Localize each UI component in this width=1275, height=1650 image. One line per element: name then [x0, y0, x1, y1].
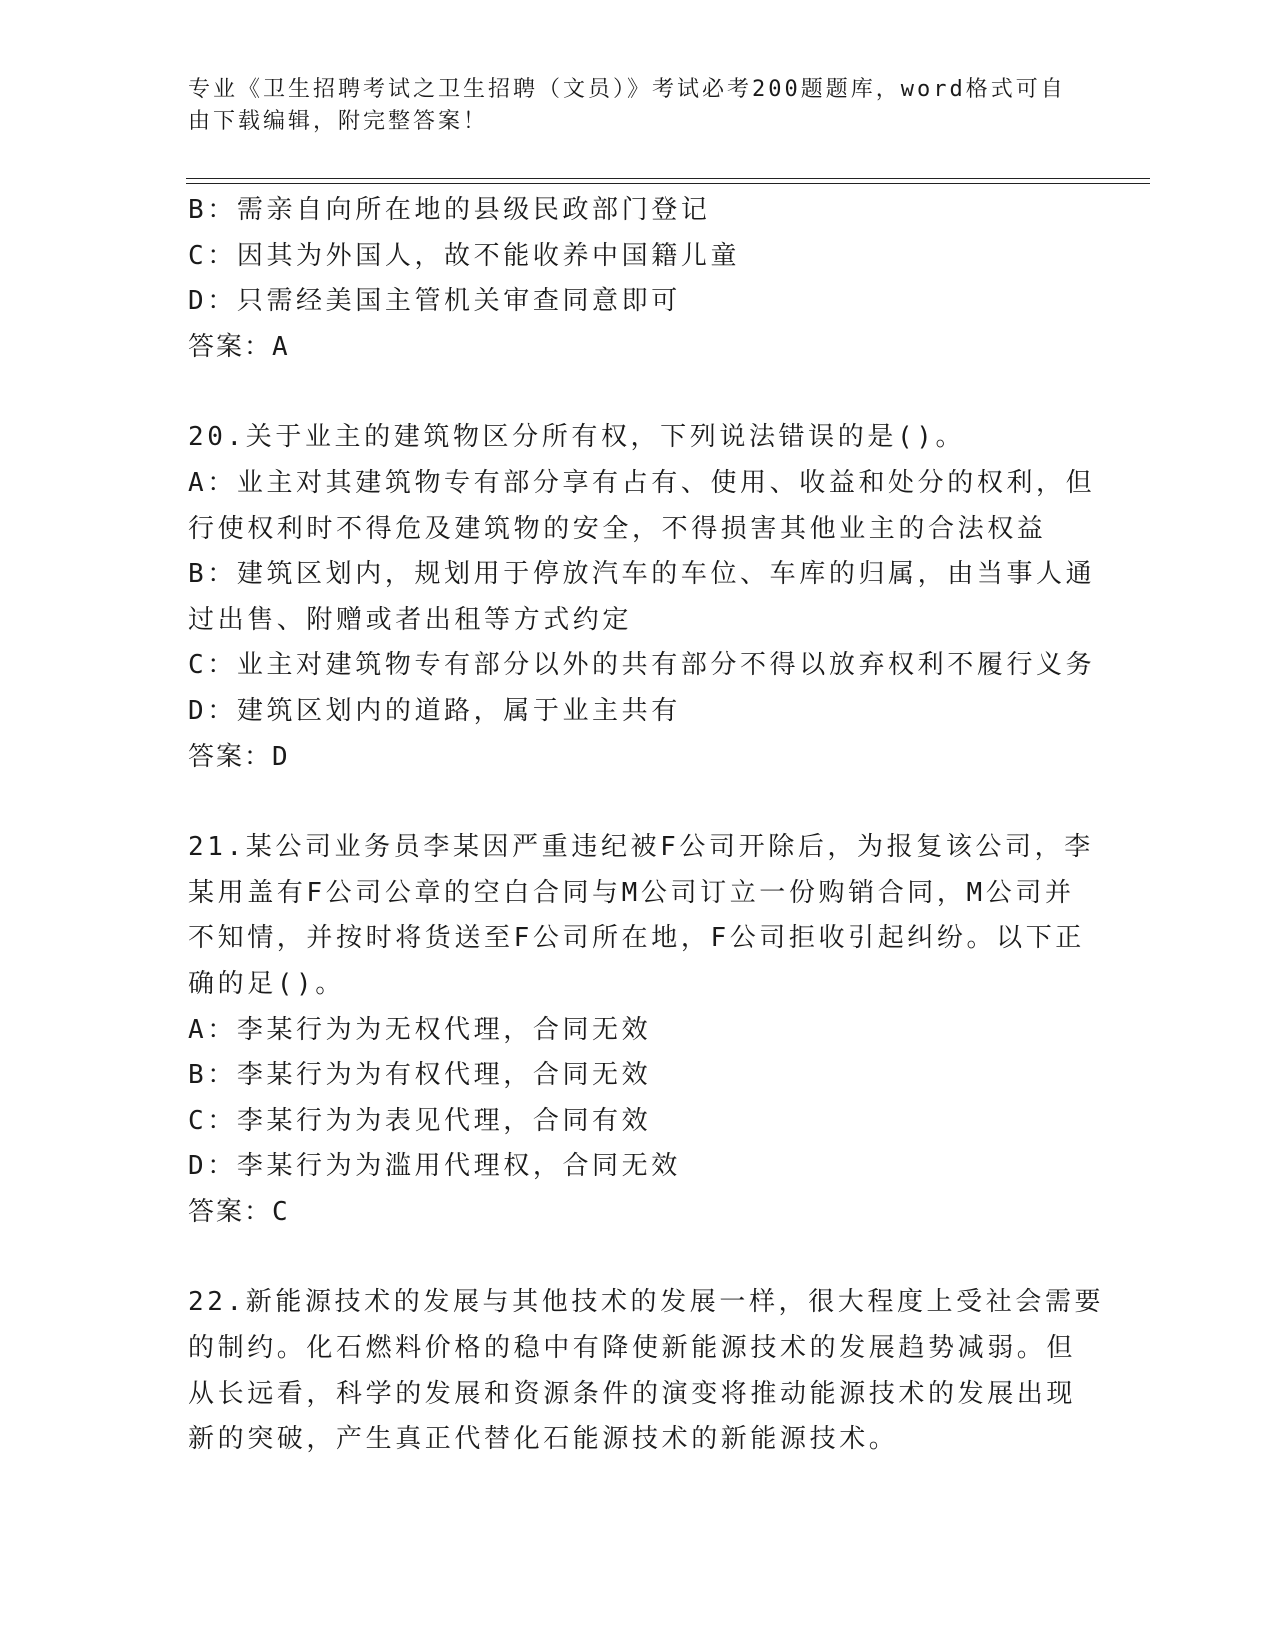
header-line: 由下载编辑，附完整答案！: [188, 109, 489, 134]
spacer: [188, 1235, 1088, 1280]
option-a: A：李某行为为无权代理，合同无效: [188, 1014, 652, 1045]
question-stem: 20.关于业主的建筑物区分所有权，下列说法错误的是()。: [188, 422, 966, 453]
answer: 答案：D: [188, 741, 290, 772]
option-b: B：需亲自向所在地的县级民政部门登记: [188, 195, 711, 225]
document-header: [188, 74, 1088, 138]
option-a-continued: 行使权利时不得危及建筑物的安全，不得损害其他业主的合法权益: [188, 513, 1047, 544]
option-b-continued: 过出售、附赠或者出租等方式约定: [188, 604, 633, 635]
answer: 答案：C: [188, 1196, 290, 1227]
question-22: [188, 1280, 1105, 1462]
option-d: D：只需经美国主管机关审查同意即可: [188, 286, 681, 317]
header-divider: [186, 178, 1150, 179]
question-21: [188, 825, 1094, 1235]
option-c: C：业主对建筑物专有部分以外的共有部分不得以放弃权利不履行义务: [188, 650, 1096, 681]
question-20: [188, 415, 1096, 780]
question-stem-continued: 的制约。化石燃料价格的稳中有降使新能源技术的发展趋势减弱。但: [188, 1333, 1077, 1364]
question-stem-continued: 确的足()。: [188, 968, 345, 999]
spacer: [188, 370, 1088, 415]
header-line: 专业《卫生招聘考试之卫生招聘（文员）》考试必考200题题库，word格式可自: [188, 77, 1066, 102]
question-stem-continued: 不知情，并按时将货送至F公司所在地，F公司拒收引起纠纷。以下正: [188, 923, 1085, 954]
option-d: D：李某行为为滥用代理权，合同无效: [188, 1151, 681, 1182]
option-c: C：因其为外国人，故不能收养中国籍儿童: [188, 240, 741, 271]
option-b: B：建筑区划内，规划用于停放汽车的车位、车库的归属，由当事人通: [188, 559, 1096, 590]
question-stem: 22.新能源技术的发展与其他技术的发展一样，很大程度上受社会需要: [188, 1287, 1105, 1318]
question-stem-continued: 新的突破，产生真正代替化石能源技术的新能源技术。: [188, 1424, 899, 1455]
header-divider: [186, 183, 1150, 184]
option-c: C：李某行为为表见代理，合同有效: [188, 1105, 652, 1136]
question-stem-continued: 某用盖有F公司公章的空白合同与M公司订立一份购销合同，M公司并: [188, 877, 1075, 908]
question-19: [188, 188, 1088, 370]
option-a: A：业主对其建筑物专有部分享有占有、使用、收益和处分的权利，但: [188, 467, 1096, 498]
spacer: [188, 780, 1088, 825]
question-stem-continued: 从长远看，科学的发展和资源条件的演变将推动能源技术的发展出现: [188, 1378, 1077, 1409]
option-b: B：李某行为为有权代理，合同无效: [188, 1060, 652, 1091]
question-list: [188, 188, 1105, 1463]
answer: 答案：A: [188, 331, 290, 362]
question-stem: 21.某公司业务员李某因严重违纪被F公司开除后，为报复该公司，李: [188, 832, 1094, 863]
option-d: D：建筑区划内的道路，属于业主共有: [188, 695, 681, 726]
